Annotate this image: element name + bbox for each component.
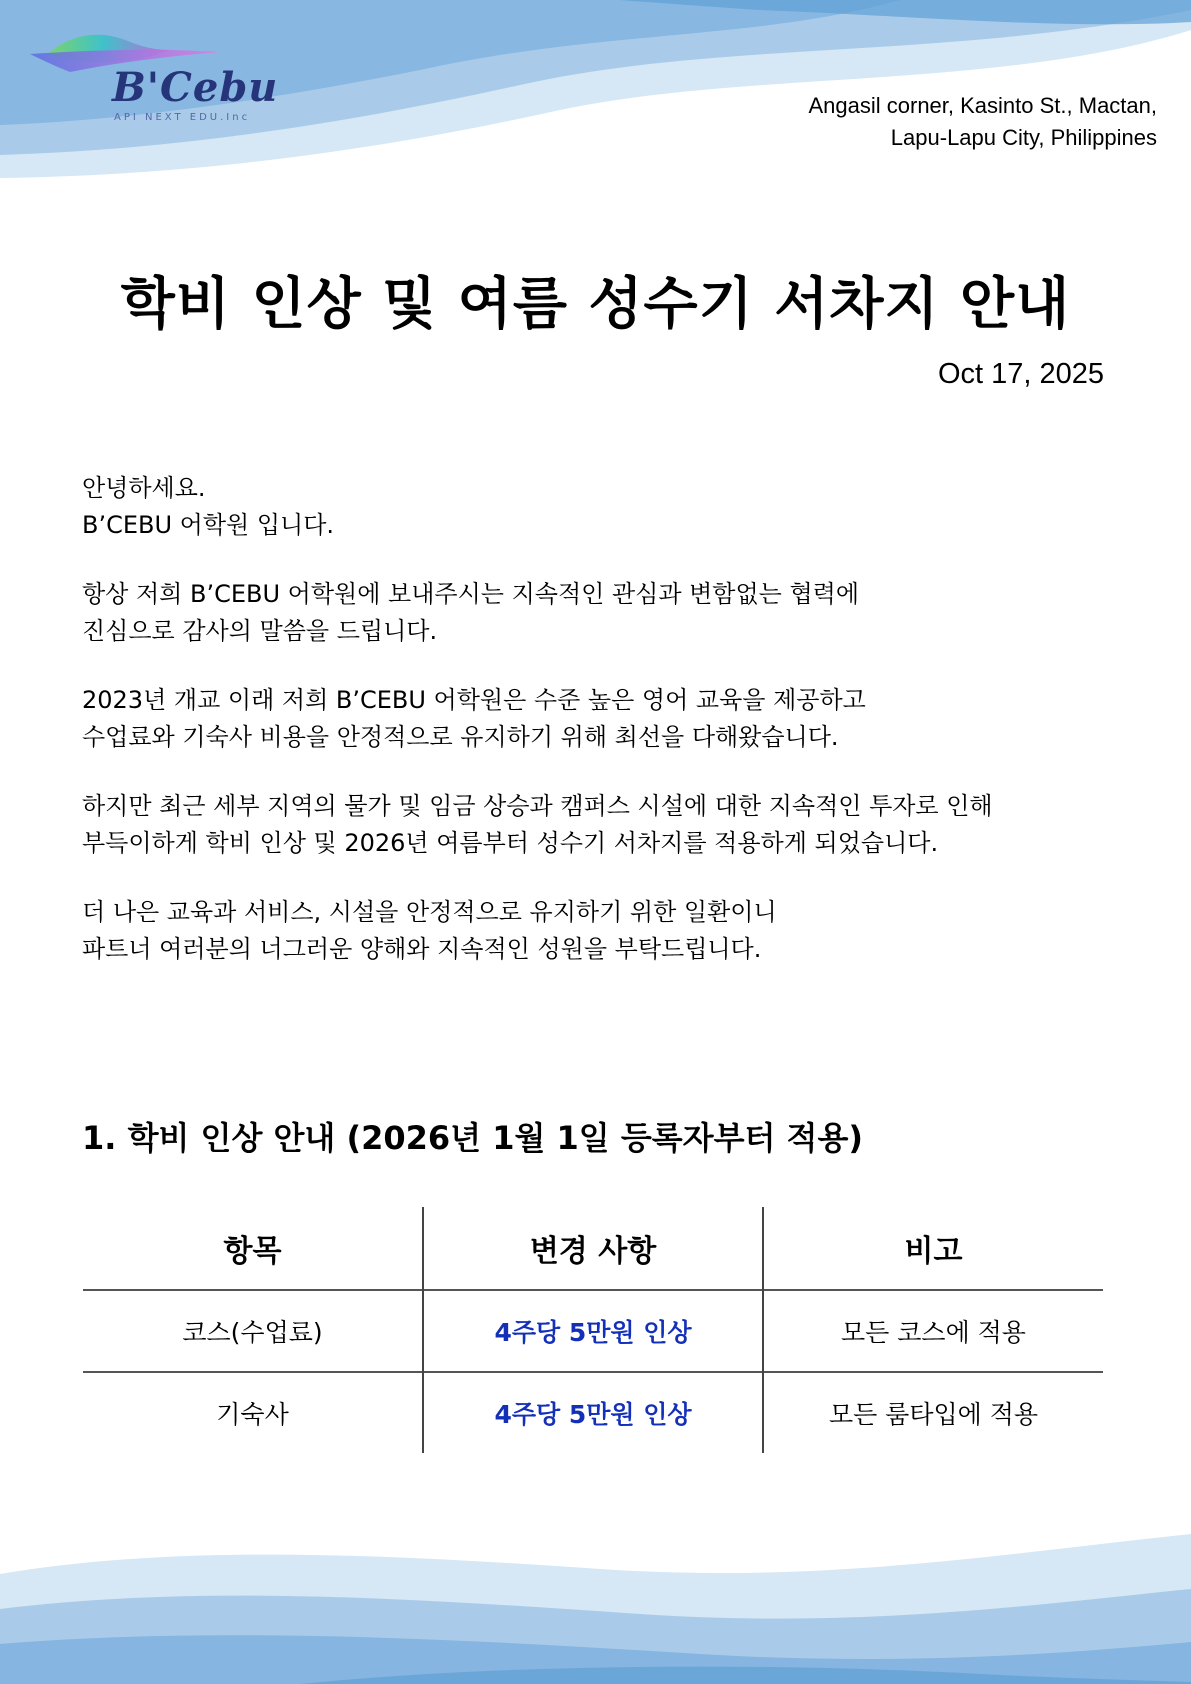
table-cell-note: 모든 룸타입에 적용 — [763, 1372, 1103, 1453]
address-line: Lapu-Lapu City, Philippines — [890, 125, 1157, 150]
paragraph-line: B’CEBU 어학원 입니다. — [82, 511, 335, 539]
logo-subtitle: API NEXT EDU.Inc — [114, 112, 251, 123]
table-header-row — [83, 1207, 1103, 1290]
table-header-cell: 항목 — [223, 1234, 282, 1269]
paragraph-line: 파트너 여러분의 너그러운 양해와 지속적인 성원을 부탁드립니다. — [82, 935, 762, 963]
section-title: 1. 학비 인상 안내 (2026년 1월 1일 등록자부터 적용) — [82, 1119, 863, 1157]
address-block — [808, 90, 1157, 154]
logo-name: B'Cebu — [112, 64, 279, 111]
document-date: Oct 17, 2025 — [937, 358, 1104, 390]
paragraph-line: 2023년 개교 이래 저희 B’CEBU 어학원은 수준 높은 영어 교육을 제공하고 — [82, 686, 866, 714]
tuition-table-grid — [83, 1207, 1103, 1453]
paragraph-line: 부득이하게 학비 인상 및 2026년 여름부터 성수기 서차지를 적용하게 되었습니다. — [82, 829, 939, 857]
table-cell-change: 4주당 5만원 인상 — [423, 1290, 763, 1372]
bottom-wave-decoration — [0, 1514, 1191, 1684]
table-cell-item: 기숙사 — [216, 1400, 289, 1429]
paragraph — [82, 470, 1112, 544]
paragraph — [82, 576, 1112, 650]
letter-body — [82, 470, 1112, 1000]
paragraph-line: 수업료와 기숙사 비용을 안정적으로 유지하기 위해 최선을 다해왔습니다. — [82, 723, 839, 751]
paragraph — [82, 682, 1112, 756]
table-cell-note: 모든 코스에 적용 — [763, 1290, 1103, 1372]
logo — [30, 28, 279, 128]
table-cell-item: 코스(수업료) — [182, 1318, 323, 1347]
paragraph — [82, 788, 1112, 862]
paragraph — [82, 894, 1112, 968]
paragraph-line: 더 나은 교육과 서비스, 시설을 안정적으로 유지하기 위한 일환이니 — [82, 898, 777, 926]
tuition-table — [83, 1207, 1103, 1453]
paragraph-line: 안녕하세요. — [82, 474, 206, 502]
paragraph-line: 하지만 최근 세부 지역의 물가 및 임금 상승과 캠퍼스 시설에 대한 지속적인 투자로 인해 — [82, 792, 993, 820]
table-row — [83, 1372, 1103, 1453]
address-line: Angasil corner, Kasinto St., Mactan, — [808, 93, 1157, 118]
table-header-cell: 비고 — [763, 1207, 1103, 1290]
table-header-cell: 변경 사항 — [423, 1207, 763, 1290]
document-title: 학비 인상 및 여름 성수기 서차지 안내 — [120, 272, 1071, 337]
table-row — [83, 1290, 1103, 1372]
table-cell-change: 4주당 5만원 인상 — [423, 1372, 763, 1453]
paragraph-line: 진심으로 감사의 말씀을 드립니다. — [82, 617, 438, 645]
paragraph-line: 항상 저희 B’CEBU 어학원에 보내주시는 지속적인 관심과 변함없는 협력에 — [82, 580, 860, 608]
